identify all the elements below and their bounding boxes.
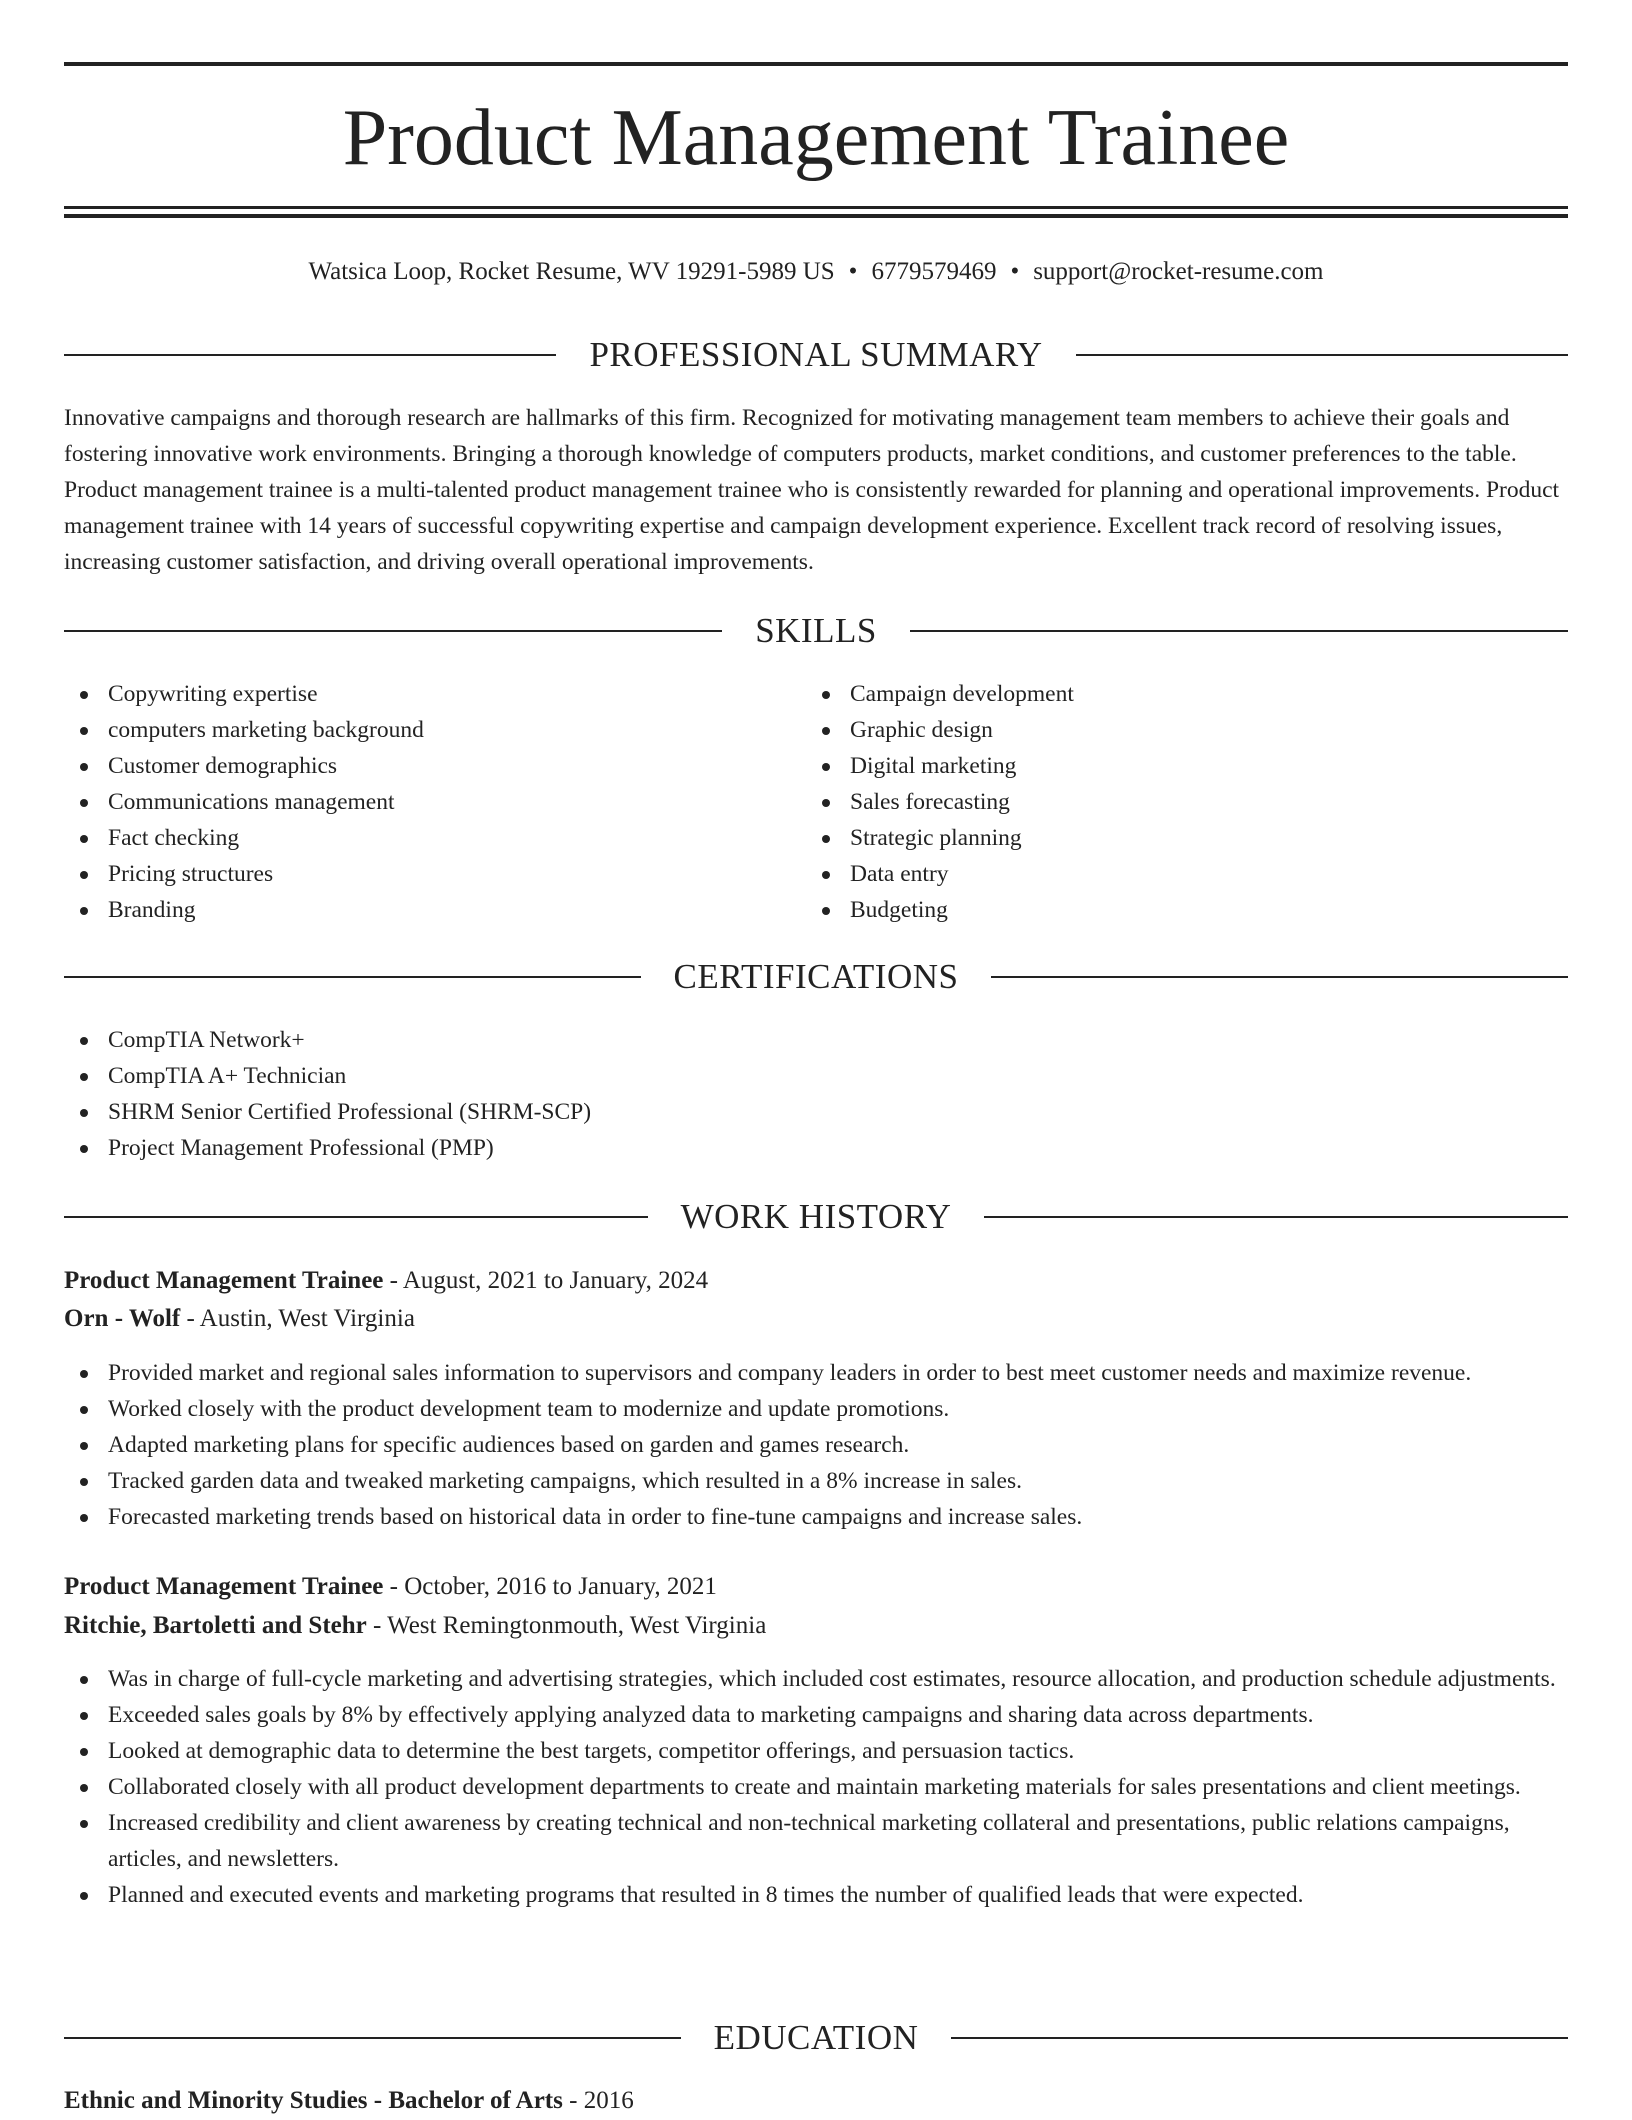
education-line — [64, 2082, 1568, 2120]
job-title-line — [64, 1568, 1568, 1606]
section-title-work: WORK HISTORY — [680, 1197, 952, 1236]
section-header-certifications — [64, 955, 1568, 999]
job-bullet: Planned and executed events and marketing programs that resulted in 8 times the number of qualified leads that were expected. — [64, 1877, 1568, 1913]
section-header-summary — [64, 333, 1568, 377]
contact-address: Watsica Loop, Rocket Resume, WV 19291-5989 US — [308, 258, 835, 285]
job-company: Ritchie, Bartoletti and Stehr — [64, 1612, 367, 1639]
certification-item: CompTIA Network+ — [64, 1022, 1568, 1058]
job-bullet: Adapted marketing plans for specific audiences based on garden and games research. — [64, 1427, 1568, 1463]
section-rule-right — [951, 2037, 1568, 2039]
job-bullet: Provided market and regional sales information to supervisors and company leaders in order to best meet customer needs and maximize revenue. — [64, 1355, 1568, 1391]
certification-item: CompTIA A+ Technician — [64, 1058, 1568, 1094]
job-bullet: Collaborated closely with all product development departments to create and maintain marketing materials for sales presentations and client meetings. — [64, 1769, 1568, 1805]
job-role: Product Management Trainee — [64, 1267, 384, 1294]
job-location: - Austin, West Virginia — [180, 1305, 415, 1332]
section-header-skills — [64, 609, 1568, 653]
job-bullet: Was in charge of full-cycle marketing and advertising strategies, which included cost estimates, resource allocation, and production schedule adjustments. — [64, 1661, 1568, 1697]
contact-phone: 6779579469 — [871, 258, 997, 285]
skill-item: Campaign development — [806, 676, 1546, 712]
job-dates: - August, 2021 to January, 2024 — [383, 1267, 709, 1294]
contact-email: support@rocket-resume.com — [1033, 258, 1324, 285]
skill-item: Fact checking — [64, 820, 804, 856]
certifications-list — [64, 1022, 1568, 1166]
skill-item: Graphic design — [806, 712, 1546, 748]
section-header-education — [64, 2016, 1568, 2060]
skill-item: Communications management — [64, 784, 804, 820]
certification-item: SHRM Senior Certified Professional (SHRM-SCP) — [64, 1094, 1568, 1130]
section-title-skills: SKILLS — [755, 611, 877, 650]
education-year: - 2016 — [562, 2087, 634, 2114]
skills-list-left — [64, 676, 804, 928]
job-location: - West Remingtonmouth, West Virginia — [366, 1612, 767, 1639]
job-bullets — [64, 1355, 1568, 1535]
job-title-line — [64, 1262, 1568, 1300]
section-rule-left — [64, 1216, 648, 1218]
section-rule-left — [64, 2037, 681, 2039]
skill-item: Branding — [64, 892, 804, 928]
section-rule-left — [64, 354, 556, 356]
job-bullet: Worked closely with the product development team to modernize and update promotions. — [64, 1391, 1568, 1427]
job-company-line — [64, 1607, 1568, 1645]
section-rule-left — [64, 976, 641, 978]
job-role: Product Management Trainee — [64, 1573, 384, 1600]
skill-item: computers marketing background — [64, 712, 804, 748]
name-rule-lower — [64, 214, 1568, 218]
section-rule-right — [910, 630, 1568, 632]
skills-list-right — [806, 676, 1546, 928]
job-company: Orn - Wolf — [64, 1305, 181, 1332]
skill-item: Data entry — [806, 856, 1546, 892]
section-title-summary: PROFESSIONAL SUMMARY — [589, 335, 1043, 374]
resume-name: Product Management Trainee — [342, 94, 1290, 182]
certification-item: Project Management Professional (PMP) — [64, 1130, 1568, 1166]
job-bullet: Forecasted marketing trends based on historical data in order to fine-tune campaigns and increase sales. — [64, 1499, 1568, 1535]
section-rule-right — [1076, 354, 1568, 356]
section-header-work — [64, 1195, 1568, 1239]
contact-separator: • — [848, 258, 858, 285]
job-dates: - October, 2016 to January, 2021 — [383, 1573, 717, 1600]
job-company-line — [64, 1300, 1568, 1338]
skill-item: Strategic planning — [806, 820, 1546, 856]
education-degree: Ethnic and Minority Studies - Bachelor of Arts — [64, 2087, 563, 2114]
section-title-education: EDUCATION — [713, 2018, 919, 2057]
job-bullet: Looked at demographic data to determine the best targets, competitor offerings, and persuasion tactics. — [64, 1733, 1568, 1769]
section-rule-right — [991, 976, 1568, 978]
contact-separator: • — [1010, 258, 1020, 285]
top-rule — [64, 62, 1568, 66]
job-bullet: Tracked garden data and tweaked marketing campaigns, which resulted in a 8% increase in sales. — [64, 1463, 1568, 1499]
job-bullet: Increased credibility and client awareness by creating technical and non-technical marketing collateral and presentations, public relations campaigns, articles, and newsletters. — [64, 1805, 1568, 1877]
job-bullet: Exceeded sales goals by 8% by effectively applying analyzed data to marketing campaigns and sharing data across departments. — [64, 1697, 1568, 1733]
section-title-certifications: CERTIFICATIONS — [673, 957, 959, 996]
section-rule-right — [984, 1216, 1568, 1218]
skill-item: Pricing structures — [64, 856, 804, 892]
skill-item: Copywriting expertise — [64, 676, 804, 712]
skill-item: Budgeting — [806, 892, 1546, 928]
section-rule-left — [64, 630, 722, 632]
skill-item: Digital marketing — [806, 748, 1546, 784]
job-bullets — [64, 1661, 1568, 1913]
skill-item: Customer demographics — [64, 748, 804, 784]
name-rule-upper — [64, 206, 1568, 209]
skill-item: Sales forecasting — [806, 784, 1546, 820]
contact-line — [64, 254, 1568, 290]
summary-text: Innovative campaigns and thorough research are hallmarks of this firm. Recognized for motivating management team members to achieve their goals and fostering innovative work environments. Bringing a thorough knowledge of computers products, market conditions, and customer preferences to the table. Product management trainee is a multi-talented product management trainee who is consistently rewarded for planning and operational improvements. Product management trainee with 14 years of successful copywriting expertise and campaign development experience. Excellent track record of resolving issues, increasing customer satisfaction, and driving overall operational improvements. — [64, 405, 1560, 575]
